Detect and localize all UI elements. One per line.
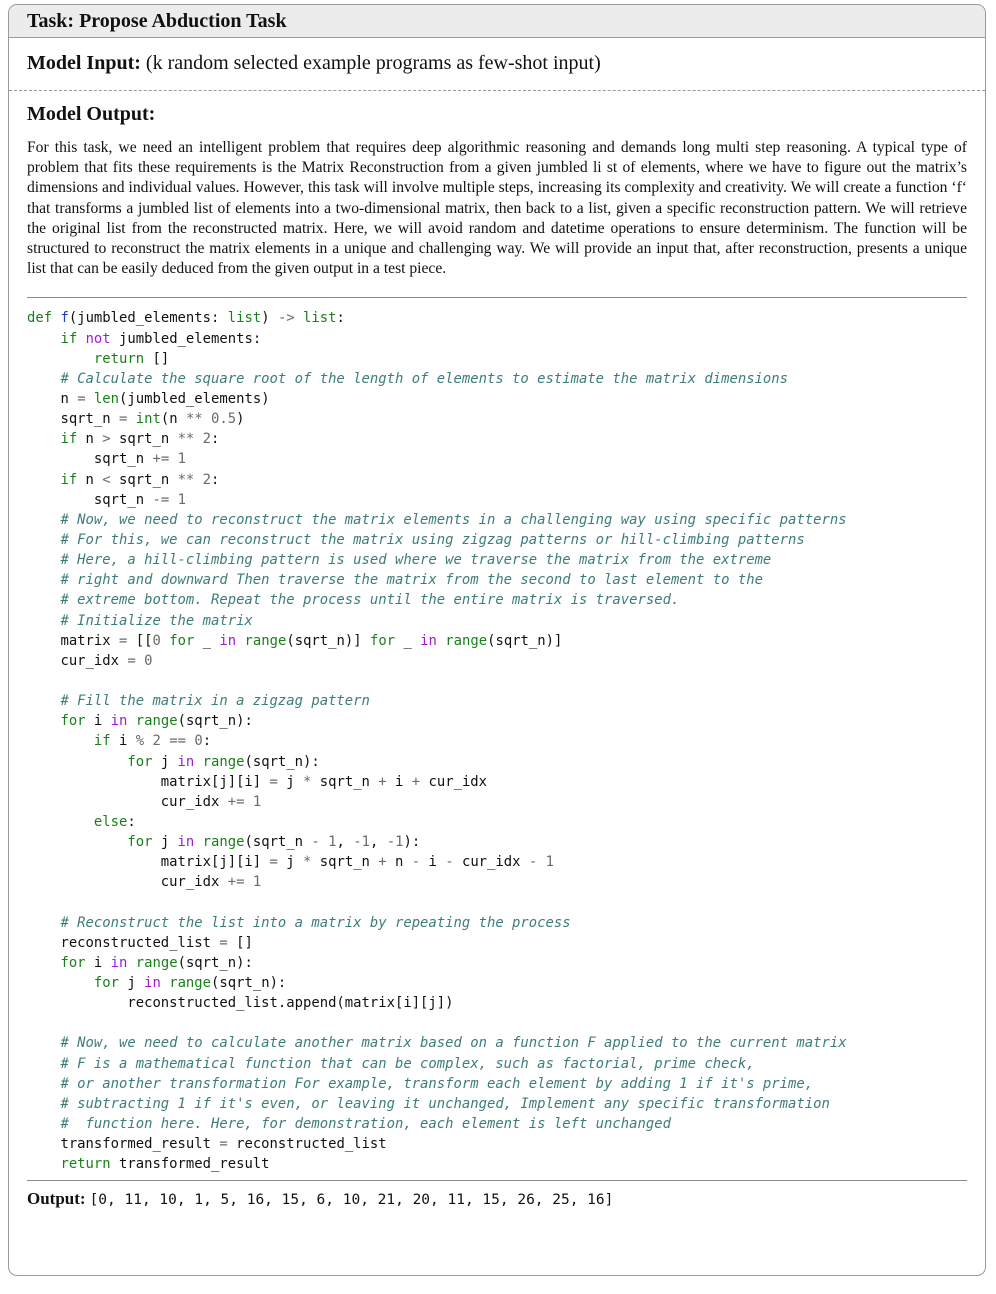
model-output-label: Model Output: [27, 103, 156, 125]
code-line: if i % 2 == 0: [93, 733, 212, 750]
output-row [27, 1189, 967, 1209]
code-line: if n < sqrt_n ** 2: [60, 471, 220, 488]
code-line: def f(jumbled_elements: list) -> list: [27, 310, 345, 327]
code-line: # right and downward Then traverse the matrix from the second to last element to the [60, 572, 763, 589]
code-line: for j in range(sqrt_n): [127, 753, 320, 770]
code-line: sqrt_n -= 1 [27, 491, 186, 508]
code-line: if n > sqrt_n ** 2: [60, 431, 220, 448]
code-line: # Now, we need to calculate another matrix based on a function F applied to the current matrix [60, 1035, 847, 1052]
code-line: # subtracting 1 if it's even, or leaving it unchanged, Implement any specific transformation [60, 1095, 830, 1112]
code-line: # extreme bottom. Repeat the process until the entire matrix is traversed. [60, 592, 680, 609]
code-line: transformed_result = reconstructed_list [27, 1136, 387, 1153]
code-line: if not jumbled_elements: [60, 330, 262, 347]
code-line: # For this, we can reconstruct the matrix using zigzag patterns or hill-climbing patterns [60, 531, 805, 548]
code-line: # Reconstruct the list into a matrix by repeating the process [60, 914, 571, 931]
code-line: # Fill the matrix in a zigzag pattern [60, 693, 370, 710]
code-line: n = len(jumbled_elements) [27, 390, 270, 407]
code-line: matrix[j][i] = j * sqrt_n + i + cur_idx [27, 773, 488, 790]
model-input-text: (k random selected example programs as few-shot input) [145, 52, 601, 74]
code-line: reconstructed_list.append(matrix[i][j]) [27, 995, 454, 1012]
code-line: # function here. Here, for demonstration, each element is left unchanged [60, 1116, 671, 1133]
code-line: cur_idx = 0 [27, 652, 153, 669]
code-line: # Calculate the square root of the length of elements to estimate the matrix dimensions [60, 370, 789, 387]
code-line: for i in range(sqrt_n): [60, 954, 253, 971]
output-label: Output: [27, 1189, 86, 1209]
code-line: # Here, a hill-climbing pattern is used where we traverse the matrix from the extreme [60, 552, 772, 569]
code-bottom-rule [27, 1180, 967, 1181]
model-output-paragraph: For this task, we need an intelligent problem that requires deep algorithmic reasoning and demands long multi step reasoning. A typical type of problem that fits these requirements is the Matrix Reconstruction from a given jumbled li st of elements, where we have to figure out the matrix’s dimensions and individual values. However, this task will involve multiple steps, increasing its complexity and creativity. We will create a function ‘f‘ that transforms a jumbled list of elements into a two-dimensional matrix, then back to a list, given a specific reconstruction pattern. We will retrieve the original list from the reconstructed matrix. Here, we will avoid random and datetime operations to ensure determinism. The function will be structured to reconstruct the matrix elements in a unique and challenging way. We will provide an input that, after reconstruction, presents a unique list that can be easily deduced from the given output in a test piece. [27, 139, 967, 278]
code-line: matrix = [[0 for _ in range(sqrt_n)] for _ in range(sqrt_n)] [27, 632, 563, 649]
code-line: # Now, we need to reconstruct the matrix elements in a challenging way using specific patterns [60, 511, 847, 528]
code-line: else: [93, 813, 136, 830]
code-line: # F is a mathematical function that can be complex, such as factorial, prime check, [60, 1055, 755, 1072]
code-line: reconstructed_list = [] [27, 934, 253, 951]
code-line: for j in range(sqrt_n - 1, -1, -1): [127, 834, 421, 851]
task-card [8, 4, 986, 1276]
code-line: # or another transformation For example, transform each element by adding 1 if it's prime, [60, 1075, 814, 1092]
code-line: return transformed_result [60, 1156, 270, 1173]
code-line [27, 671, 967, 691]
code-line: sqrt_n = int(n ** 0.5) [27, 411, 245, 428]
model-input-label: Model Input: [27, 52, 141, 74]
code-block [27, 308, 967, 1174]
code-top-rule [27, 297, 967, 298]
code-line: sqrt_n += 1 [27, 451, 186, 468]
model-input-row [9, 38, 985, 80]
code-line: return [] [93, 350, 170, 367]
code-line [27, 893, 967, 913]
code-line [27, 1013, 967, 1033]
task-title: Task: Propose Abduction Task [9, 5, 985, 38]
code-line: cur_idx += 1 [27, 874, 262, 891]
code-line: cur_idx += 1 [27, 793, 262, 810]
code-line: matrix[j][i] = j * sqrt_n + n - i - cur_idx - 1 [27, 854, 554, 871]
output-value: [0, 11, 10, 1, 5, 16, 15, 6, 10, 21, 20, 11, 15, 26, 25, 16] [89, 1192, 614, 1209]
code-line: # Initialize the matrix [60, 612, 253, 629]
code-line: for i in range(sqrt_n): [60, 713, 253, 730]
code-line: for j in range(sqrt_n): [93, 975, 287, 992]
